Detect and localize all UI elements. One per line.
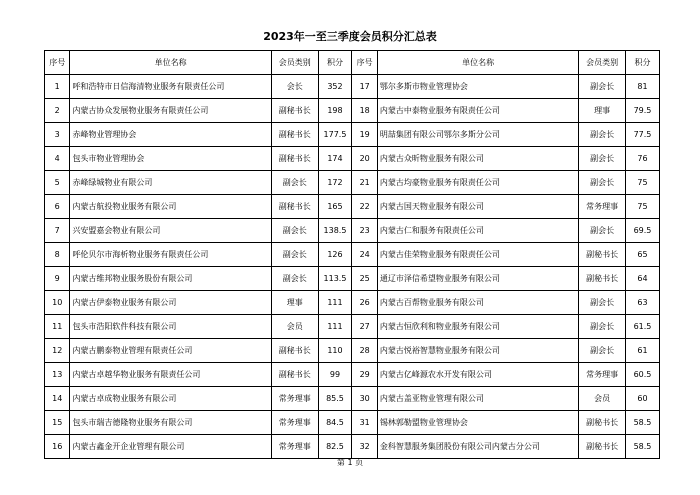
unit-name: 内蒙古伊泰物业服务有限公司 bbox=[70, 291, 271, 315]
unit-name: 内蒙古协众发展物业服务有限责任公司 bbox=[70, 99, 271, 123]
row-number: 22 bbox=[352, 195, 377, 219]
points: 85.5 bbox=[318, 387, 352, 411]
unit-name: 赤峰物业管理协会 bbox=[70, 123, 271, 147]
member-type: 副秘书长 bbox=[271, 123, 318, 147]
row-number: 4 bbox=[45, 147, 70, 171]
row-number: 27 bbox=[352, 315, 377, 339]
unit-name: 内蒙古百帮物业服务有限公司 bbox=[377, 291, 578, 315]
member-type: 副会长 bbox=[579, 171, 626, 195]
points: 198 bbox=[318, 99, 352, 123]
row-number: 17 bbox=[352, 75, 377, 99]
member-type: 副会长 bbox=[271, 267, 318, 291]
unit-name: 内蒙古中泰物业服务有限责任公司 bbox=[377, 99, 578, 123]
row-number: 1 bbox=[45, 75, 70, 99]
page-title: 2023年一至三季度会员积分汇总表 bbox=[263, 30, 437, 43]
member-type: 副秘书长 bbox=[579, 435, 626, 459]
row-number: 15 bbox=[45, 411, 70, 435]
row-number: 26 bbox=[352, 291, 377, 315]
unit-name: 明喆集团有限公司鄂尔多斯分公司 bbox=[377, 123, 578, 147]
table-row bbox=[45, 315, 660, 339]
table-row bbox=[45, 243, 660, 267]
row-number: 8 bbox=[45, 243, 70, 267]
row-number: 21 bbox=[352, 171, 377, 195]
row-number: 28 bbox=[352, 339, 377, 363]
row-number: 16 bbox=[45, 435, 70, 459]
member-type: 副会长 bbox=[579, 219, 626, 243]
header-score: 积分 bbox=[318, 51, 352, 75]
table-row bbox=[45, 339, 660, 363]
unit-name: 包头市瑞吉德隆物业服务有限公司 bbox=[70, 411, 271, 435]
member-type: 副会长 bbox=[579, 75, 626, 99]
points: 174 bbox=[318, 147, 352, 171]
points: 76 bbox=[625, 147, 659, 171]
points: 165 bbox=[318, 195, 352, 219]
row-number: 3 bbox=[45, 123, 70, 147]
member-type: 副秘书长 bbox=[579, 411, 626, 435]
header-no: 序号 bbox=[45, 51, 70, 75]
row-number: 6 bbox=[45, 195, 70, 219]
member-type: 副会长 bbox=[271, 171, 318, 195]
unit-name: 包头市浩阳软件科技有限公司 bbox=[70, 315, 271, 339]
unit-name: 呼和浩特市日信海清物业服务有限责任公司 bbox=[70, 75, 271, 99]
unit-name: 内蒙古鑫金开企业管理有限公司 bbox=[70, 435, 271, 459]
member-type: 副会长 bbox=[579, 339, 626, 363]
points: 75 bbox=[625, 195, 659, 219]
points: 172 bbox=[318, 171, 352, 195]
points: 138.5 bbox=[318, 219, 352, 243]
header-row bbox=[45, 51, 660, 75]
unit-name: 呼伦贝尔市海析物业服务有限责任公司 bbox=[70, 243, 271, 267]
header-type: 会员类别 bbox=[579, 51, 626, 75]
unit-name: 锡林郭勒盟物业管理协会 bbox=[377, 411, 578, 435]
table-row bbox=[45, 195, 660, 219]
points: 63 bbox=[625, 291, 659, 315]
member-type: 副秘书长 bbox=[579, 243, 626, 267]
points: 75 bbox=[625, 171, 659, 195]
unit-name: 鄂尔多斯市物业管理协会 bbox=[377, 75, 578, 99]
header-unit: 单位名称 bbox=[70, 51, 271, 75]
member-type: 理事 bbox=[579, 99, 626, 123]
member-type: 会员 bbox=[579, 387, 626, 411]
table-row bbox=[45, 219, 660, 243]
table-row bbox=[45, 123, 660, 147]
table-row bbox=[45, 267, 660, 291]
points: 81 bbox=[625, 75, 659, 99]
row-number: 19 bbox=[352, 123, 377, 147]
table-row bbox=[45, 291, 660, 315]
table-row bbox=[45, 411, 660, 435]
member-type: 常务理事 bbox=[271, 387, 318, 411]
unit-name: 内蒙古盖亚物业管理有限公司 bbox=[377, 387, 578, 411]
points: 110 bbox=[318, 339, 352, 363]
unit-name: 内蒙古悦裕智慧物业服务有限公司 bbox=[377, 339, 578, 363]
member-type: 副秘书长 bbox=[271, 147, 318, 171]
unit-name: 内蒙古国天物业服务有限公司 bbox=[377, 195, 578, 219]
row-number: 18 bbox=[352, 99, 377, 123]
row-number: 25 bbox=[352, 267, 377, 291]
unit-name: 包头市物业管理协会 bbox=[70, 147, 271, 171]
points: 177.5 bbox=[318, 123, 352, 147]
table-row bbox=[45, 171, 660, 195]
member-type: 副秘书长 bbox=[271, 363, 318, 387]
unit-name: 通辽市泽信希望物业服务有限公司 bbox=[377, 267, 578, 291]
member-type: 副会长 bbox=[579, 291, 626, 315]
row-number: 20 bbox=[352, 147, 377, 171]
row-number: 5 bbox=[45, 171, 70, 195]
table-row bbox=[45, 387, 660, 411]
member-type: 常务理事 bbox=[579, 363, 626, 387]
member-type: 常务理事 bbox=[271, 435, 318, 459]
row-number: 14 bbox=[45, 387, 70, 411]
unit-name: 内蒙古均豪物业服务有限责任公司 bbox=[377, 171, 578, 195]
unit-name: 内蒙古卓越华物业服务有限责任公司 bbox=[70, 363, 271, 387]
member-type: 常务理事 bbox=[271, 411, 318, 435]
row-number: 10 bbox=[45, 291, 70, 315]
member-type: 副秘书长 bbox=[271, 339, 318, 363]
table-row bbox=[45, 147, 660, 171]
points: 113.5 bbox=[318, 267, 352, 291]
member-type: 副会长 bbox=[579, 147, 626, 171]
unit-name: 内蒙古恒欣利和物业服务有限公司 bbox=[377, 315, 578, 339]
member-type: 会员 bbox=[271, 315, 318, 339]
header-no: 序号 bbox=[352, 51, 377, 75]
points: 65 bbox=[625, 243, 659, 267]
row-number: 9 bbox=[45, 267, 70, 291]
unit-name: 内蒙古仁和服务有限责任公司 bbox=[377, 219, 578, 243]
member-type: 副会长 bbox=[271, 219, 318, 243]
unit-name: 金科智慧服务集团股份有限公司内蒙古分公司 bbox=[377, 435, 578, 459]
unit-name: 内蒙古维邦物业服务股份有限公司 bbox=[70, 267, 271, 291]
member-type: 会长 bbox=[271, 75, 318, 99]
points: 111 bbox=[318, 315, 352, 339]
points: 82.5 bbox=[318, 435, 352, 459]
row-number: 23 bbox=[352, 219, 377, 243]
member-type: 副会长 bbox=[579, 315, 626, 339]
row-number: 29 bbox=[352, 363, 377, 387]
unit-name: 兴安盟嘉会物业有限公司 bbox=[70, 219, 271, 243]
points: 111 bbox=[318, 291, 352, 315]
points: 79.5 bbox=[625, 99, 659, 123]
points: 61 bbox=[625, 339, 659, 363]
row-number: 7 bbox=[45, 219, 70, 243]
row-number: 11 bbox=[45, 315, 70, 339]
points: 58.5 bbox=[625, 411, 659, 435]
row-number: 32 bbox=[352, 435, 377, 459]
points: 84.5 bbox=[318, 411, 352, 435]
table-row bbox=[45, 435, 660, 459]
table-row bbox=[45, 99, 660, 123]
points: 61.5 bbox=[625, 315, 659, 339]
unit-name: 内蒙古佳荣物业服务有限责任公司 bbox=[377, 243, 578, 267]
points: 77.5 bbox=[625, 123, 659, 147]
member-type: 常务理事 bbox=[579, 195, 626, 219]
row-number: 24 bbox=[352, 243, 377, 267]
points: 58.5 bbox=[625, 435, 659, 459]
unit-name: 内蒙古鹏泰物业管理有限责任公司 bbox=[70, 339, 271, 363]
table-row bbox=[45, 363, 660, 387]
member-points-table bbox=[44, 50, 660, 459]
member-type: 理事 bbox=[271, 291, 318, 315]
member-type: 副会长 bbox=[579, 123, 626, 147]
unit-name: 内蒙古卓成物业服务有限公司 bbox=[70, 387, 271, 411]
points: 69.5 bbox=[625, 219, 659, 243]
row-number: 12 bbox=[45, 339, 70, 363]
points: 352 bbox=[318, 75, 352, 99]
member-type: 副秘书长 bbox=[271, 99, 318, 123]
points: 99 bbox=[318, 363, 352, 387]
points: 60 bbox=[625, 387, 659, 411]
points: 126 bbox=[318, 243, 352, 267]
header-score: 积分 bbox=[625, 51, 659, 75]
points: 60.5 bbox=[625, 363, 659, 387]
member-type: 副秘书长 bbox=[271, 195, 318, 219]
member-type: 副秘书长 bbox=[579, 267, 626, 291]
header-unit: 单位名称 bbox=[377, 51, 578, 75]
row-number: 31 bbox=[352, 411, 377, 435]
header-type: 会员类别 bbox=[271, 51, 318, 75]
row-number: 2 bbox=[45, 99, 70, 123]
row-number: 13 bbox=[45, 363, 70, 387]
unit-name: 内蒙古亿峰源农水开发有限公司 bbox=[377, 363, 578, 387]
row-number: 30 bbox=[352, 387, 377, 411]
unit-name: 内蒙古航投物业服务有限公司 bbox=[70, 195, 271, 219]
page-number: 第 1 页 bbox=[336, 458, 364, 467]
member-type: 副会长 bbox=[271, 243, 318, 267]
unit-name: 赤峰绿城物业有限公司 bbox=[70, 171, 271, 195]
points: 64 bbox=[625, 267, 659, 291]
table-row bbox=[45, 75, 660, 99]
unit-name: 内蒙古众昕物业服务有限公司 bbox=[377, 147, 578, 171]
